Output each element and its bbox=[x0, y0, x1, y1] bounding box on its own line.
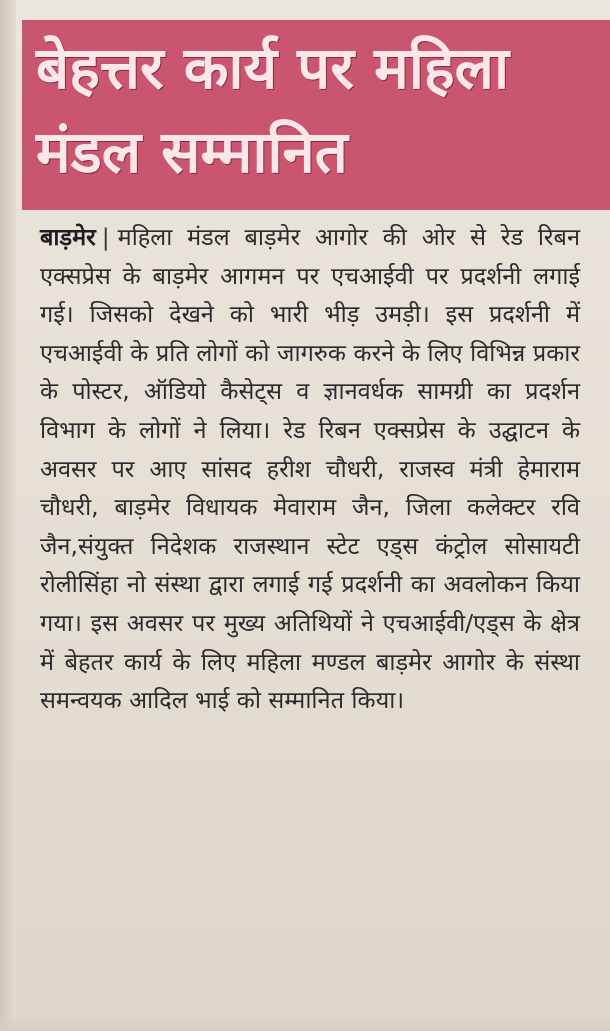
dateline-separator: | bbox=[101, 223, 110, 251]
headline-banner bbox=[22, 20, 610, 210]
article-text: महिला मंडल बाड़मेर आगोर की ओर से रेड रिबन एक्सप्रेस के बाड़मेर आगमन पर एचआईवी पर प्रदर्शनी लगाई गई। जिसको देखने को भारी भीड़ उमड़ी। इस प्रदर्शनी में एचआईवी के प्रति लोगों को जागरुक करने के लिए विभिन्न प्रकार के पोस्टर, ऑडियो कैसेट्स व ज्ञानवर्धक सामग्री का प्रदर्शन विभाग के लोगों ने लिया। रेड रिबन एक्सप्रेस के उद्घाटन के अवसर पर आए सांसद हरीश चौधरी, राजस्व मंत्री हेमाराम चौधरी, बाड़मेर विधायक मेवाराम जैन, जिला कलेक्टर रवि जैन,संयुक्त निदेशक राजस्थान स्टेट एड्स कंट्रोल सोसायटी रोलीसिंहा नो संस्था द्वारा लगाई गई प्रदर्शनी का अवलोकन किया गया। इस अवसर पर मुख्य अतिथियों ने एचआईवी/एड्स के क्षेत्र में बेहतर कार्य के लिए महिला मण्डल बाड़मेर आगोर के संस्था समन्वयक आदिल भाई को सम्मानित किया। bbox=[40, 223, 580, 715]
paper-edge bbox=[0, 0, 16, 1031]
headline bbox=[36, 26, 594, 194]
dateline: बाड़मेर bbox=[40, 223, 96, 251]
headline-line-1: बेहत्तर कार्य पर महिला bbox=[36, 34, 510, 102]
paper-bottom-edge bbox=[0, 1017, 610, 1031]
headline-line-2: मंडल सम्मानित bbox=[36, 118, 348, 186]
article-body bbox=[40, 218, 580, 720]
